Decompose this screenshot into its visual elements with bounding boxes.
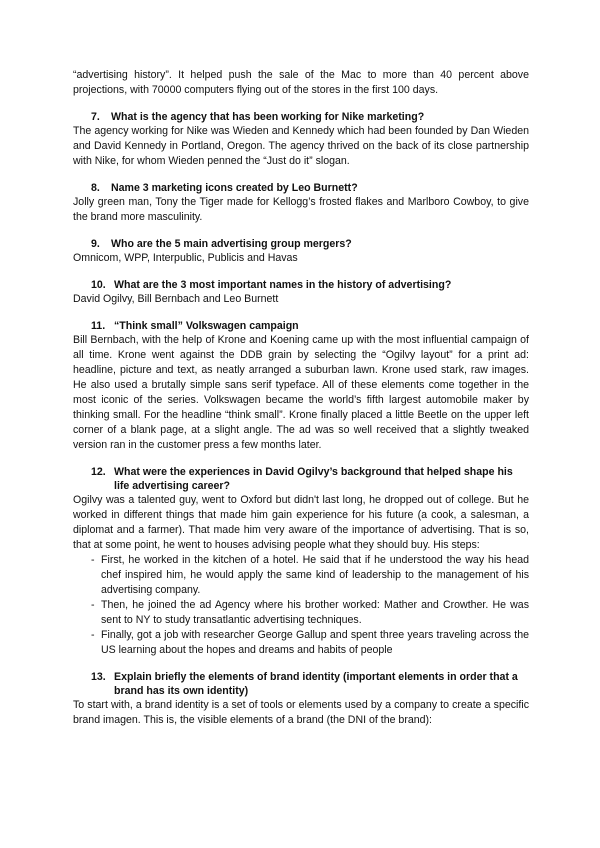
answer-paragraph: Ogilvy was a talented guy, went to Oxford but didn't last long, he dropped out of college. But he worked in different things that made him gain experience for his future (a cook, a salesman, a diplomat and a farmer). That made him very aware of the importance of advertising. That is so, that at some point, he went to houses advising people what they should buy. His steps: (73, 494, 529, 551)
intro-paragraph: “advertising history”. It helped push the sale of the Mac to more than 40 percent above projections, with 70000 computers flying out of the stores in the first 100 days. (73, 69, 529, 96)
steps-list (73, 553, 529, 658)
question-heading (73, 181, 529, 195)
answer-paragraph: David Ogilvy, Bill Bernbach and Leo Burnett (73, 293, 279, 305)
list-item-text: Then, he joined the ad Agency where his brother worked: Mather and Crowther. He was sent to NY to study transatlantic advertising techniques. (101, 599, 529, 626)
answer-paragraph: Omnicom, WPP, Interpublic, Publicis and Havas (73, 252, 298, 264)
section-q13 (73, 670, 529, 728)
answer-paragraph: To start with, a brand identity is a set of tools or elements used by a company to create a specific brand imagen. This is, the visible elements of a brand (the DNI of the brand): (73, 699, 529, 726)
document-page (73, 68, 529, 728)
question-number: 8. (91, 182, 100, 194)
list-item-text: Finally, got a job with researcher George Gallup and spent three years traveling across the US learning about the hopes and dreams and habits of people (101, 629, 529, 656)
section-q8 (73, 181, 529, 225)
question-number: 12. (91, 466, 106, 478)
question-heading (73, 670, 529, 698)
list-item (73, 628, 529, 658)
bullet-marker: - (91, 554, 95, 566)
question-heading (73, 110, 529, 124)
section-q11 (73, 319, 529, 453)
question-number: 9. (91, 238, 100, 250)
question-text: What are the 3 most important names in the history of advertising? (114, 279, 452, 291)
question-heading (73, 278, 529, 292)
question-text: What is the agency that has been working for Nike marketing? (111, 111, 425, 123)
list-item-text: First, he worked in the kitchen of a hotel. He said that if he understood the way his head chef inspired him, he would apply the same kind of leadership to the management of his advertising company. (101, 554, 529, 596)
section-q9 (73, 237, 529, 266)
question-number: 10. (91, 279, 106, 291)
question-number: 11. (91, 320, 106, 332)
bullet-marker: - (91, 599, 95, 611)
question-text: “Think small” Volkswagen campaign (114, 320, 299, 332)
list-item (73, 553, 529, 598)
answer-paragraph: The agency working for Nike was Wieden and Kennedy which had been founded by Dan Wieden and David Kennedy in Portland, Oregon. The agency thrived on the back of its close partnership with Nike, for whom Wieden penned the “Just do it” slogan. (73, 125, 529, 167)
question-text: Who are the 5 main advertising group mergers? (111, 238, 352, 250)
section-q10 (73, 278, 529, 307)
question-text: Explain briefly the elements of brand identity (important elements in order that a brand has its own identity) (114, 671, 518, 697)
question-heading (73, 237, 529, 251)
list-item (73, 598, 529, 628)
question-text: Name 3 marketing icons created by Leo Burnett? (111, 182, 358, 194)
question-heading (73, 319, 529, 333)
section-q12 (73, 465, 529, 658)
answer-paragraph: Jolly green man, Tony the Tiger made for Kellogg’s frosted flakes and Marlboro Cowboy, to give the brand more masculinity. (73, 196, 529, 223)
question-text: What were the experiences in David Ogilvy’s background that helped shape his life advertising career? (114, 466, 513, 492)
section-q7 (73, 110, 529, 169)
question-heading (73, 465, 529, 493)
bullet-marker: - (91, 629, 95, 641)
question-number: 13. (91, 671, 106, 683)
answer-paragraph: Bill Bernbach, with the help of Krone and Koening came up with the most influential campaign of all time. Krone went against the DDB grain by selecting the “Ogilvy layout” for a print ad: headline, picture and text, as neatly arranged a suburban lawn. Krone used stark, raw images. He also used a brutally simple sans serif typeface. All of these elements come together in the most iconic of the series. Volkswagen became the world’s fifth largest automobile maker by thinking small. For the headline “think small”. Krone finally placed a little Beetle on the upper left corner of a blank page, at a slight angle. The ad was so well received that a slightly tweaked version ran in the customer press a few months later. (73, 334, 529, 451)
question-number: 7. (91, 111, 100, 123)
